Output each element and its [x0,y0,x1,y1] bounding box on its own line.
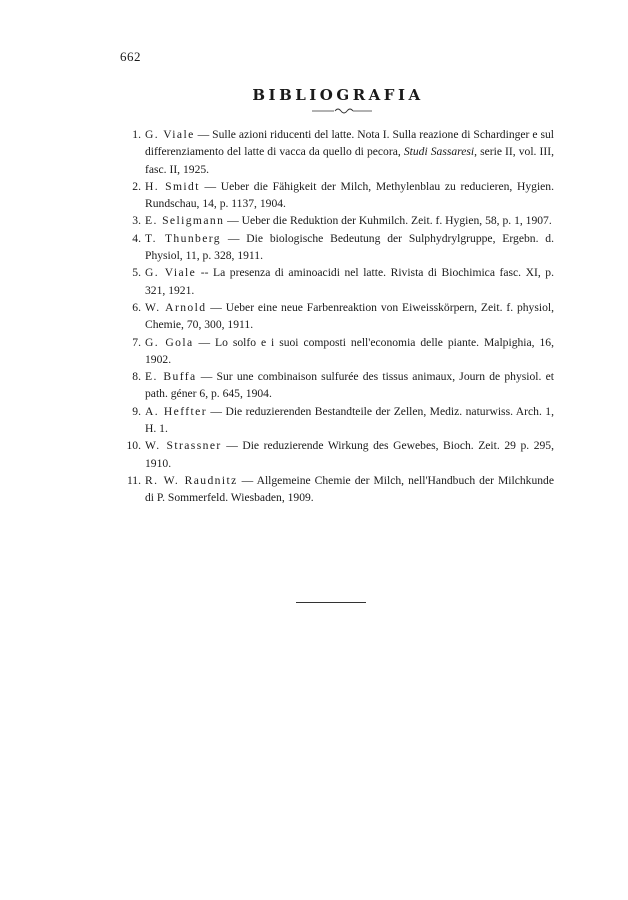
entry-author: E. Seligmann [145,214,225,228]
entry-body: — Sur une combinaison sulfurée des tissus animaux, Journ de physiol. et path. géner 6, p. 645, 1904. [145,370,554,401]
entry-text [145,126,554,178]
bibliography-entry [110,472,554,507]
entry-number: 5. [132,266,141,280]
entry-author: G. Viale [145,128,195,141]
entry-text [145,334,554,369]
entry-body: — Sulle azioni riducenti del latte. Nota I. Sulla reazione di Schardinger e sul differenziamento del latte di vacca da quello di pecora, [145,128,554,159]
entry-body: — Die reduzierende Wirkung des Gewebes, Bioch. Zeit. 29 p. 295, 1910. [145,439,554,470]
entry-body: -- La presenza di aminoacidi nel latte. Rivista di Biochimica fasc. XI, p. 321, 1921. [145,266,554,297]
entry-text [145,368,554,403]
bibliography-entry [110,264,554,299]
entry-number: 2. [132,179,141,193]
entry-number: 7. [132,335,141,349]
bibliography-entry [110,126,554,178]
entry-body: — Die biologische Bedeutung der Sulphydrylgruppe, Ergebn. d. Physiol, 11, p. 328, 1911. [145,231,554,263]
page-title: BIBLIOGRAFIA [252,86,424,104]
entry-number: 8. [132,370,141,384]
entry-journal: Studi Sassaresi [403,145,475,159]
bibliography-entry [110,403,554,438]
entry-number: 9. [132,404,141,418]
page-number: 662 [120,49,141,64]
entry-author: H. Smidt [145,179,200,193]
entry-number: 3. [132,214,141,228]
entry-body: — Allgemeine Chemie der Milch, nell'Handbuch der Milchkunde di P. Sommerfeld. Wiesbaden, 1909. [145,473,555,505]
title-ornament [312,106,372,116]
bibliography-entry [110,178,554,213]
entry-text [145,437,554,472]
entry-number: 11. [126,473,141,487]
entry-text [145,472,554,507]
entry-body: — Ueber die Reduktion der Kuhmilch. Zeit. f. Hygien, 58, p. 1, 1907. [224,214,552,228]
entry-author: R. W. Raudnitz [145,473,238,487]
bibliography-entry [110,437,554,472]
entry-body: — Die reduzierenden Bestandteile der Zellen, Mediz. naturwiss. Arch. 1, H. 1. [145,404,554,436]
entry-author: A. Heffter [145,404,207,418]
entry-details: , serie II, vol. III, fasc. II, 1925. [145,145,554,176]
bibliography-entry [110,212,554,229]
entry-text [145,212,554,229]
bibliography-entry [110,368,554,403]
entry-body: — Lo solfo e i suoi composti nell'economia delle piante. Malpighia, 16, 1902. [145,335,554,366]
bibliography-entry [110,299,554,334]
entry-number: 6. [132,300,141,314]
entry-body: — Ueber eine neue Farbenreaktion von Eiweisskörpern, Zeit. f. physiol, Chemie, 70, 300, 1911. [145,300,554,332]
entry-text [145,230,554,265]
entry-text [145,264,554,299]
bibliography-list [110,126,554,507]
end-rule [296,602,366,603]
entry-number: 10. [126,439,141,453]
entry-author: W. Strassner [145,439,222,453]
entry-number: 1. [132,128,141,141]
entry-number: 4. [132,231,141,245]
entry-author: T. Thunberg [145,231,222,245]
entry-body: — Ueber die Fähigkeit der Milch, Methylenblau zu reducieren, Hygien. Rundschau, 14, p. 1137, 1904. [145,179,555,211]
entry-author: W. Arnold [145,300,207,314]
bibliography-entry [110,334,554,369]
entry-author: G. Viale [145,266,197,280]
bibliography-entry [110,230,554,265]
entry-author: E. Buffa [145,370,197,384]
entry-text [145,178,554,213]
entry-text [145,403,554,438]
entry-author: G. Gola [145,335,194,349]
entry-text [145,299,554,334]
